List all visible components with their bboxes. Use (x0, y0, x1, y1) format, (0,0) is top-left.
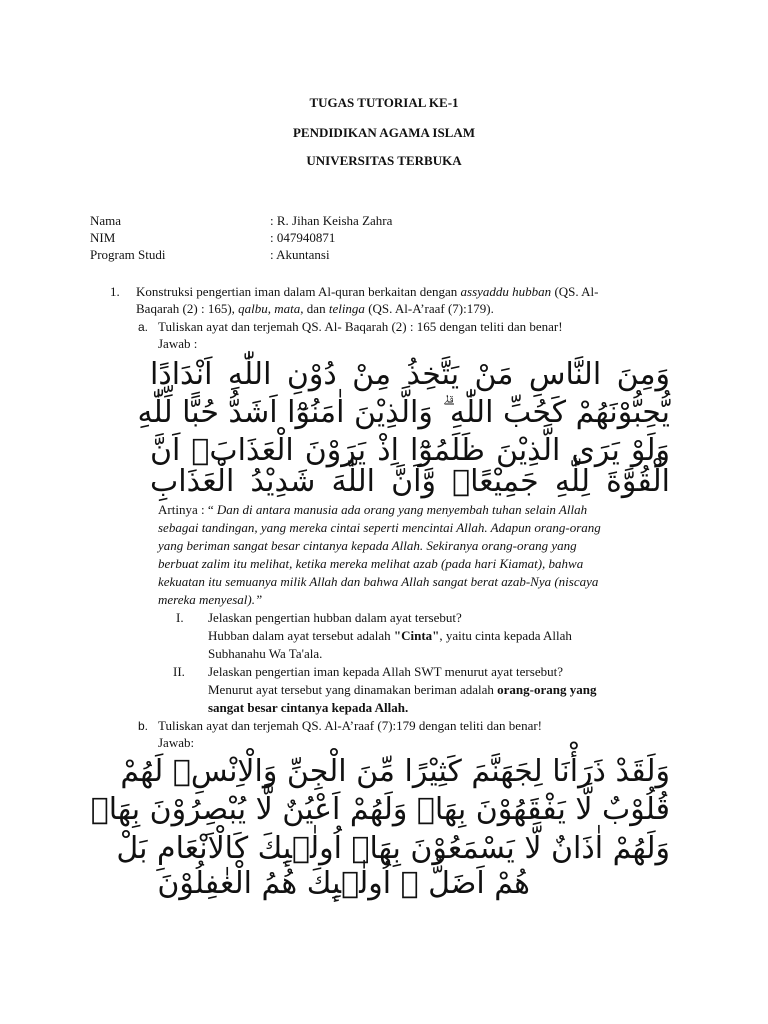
translation-line: mereka menyesal).” (158, 592, 263, 607)
arabic-verse-line: وَلَقَدْ ذَرَأْنَا لِجَهَنَّمَ كَثِيْرًا مِّنَ الْجِنِّ وَالْاِنْسِۖ لَهُمْ (120, 754, 670, 789)
sub-question-marker: a. (138, 320, 149, 334)
sub-question-b-prompt: Tuliskan ayat dan terjemah QS. Al-A’raaf (7):179 dengan teliti dan benar! (158, 718, 542, 733)
roman-marker: II. (173, 664, 185, 679)
sub-question-a-prompt: Tuliskan ayat dan terjemah QS. Al- Baqarah (2) : 165 dengan teliti dan benar! (158, 319, 563, 334)
arabic-verse-line: وَمِنَ النَّاسِ مَنْ يَتَّخِذُ مِنْ دُوْنِ اللّٰهِ اَنْدَادًا (150, 357, 670, 392)
translation-line: sebagai tandingan, yang mereka cintai seperti mencintai Allah. Adapun orang-orang (158, 520, 601, 535)
question-1-line-1: Konstruksi pengertian iman dalam Al-quran berkaitan dengan assyaddu hubban (QS. Al- (136, 284, 599, 299)
question-number: 1. (110, 284, 120, 299)
arabic-verse-line: هُمْ اَضَلُّ ۗ اُولٰۤىِٕكَ هُمُ الْغٰفِلُوْنَ (157, 866, 530, 901)
translation-line: berbuat zalim itu melihat, ketika mereka melihat azab (pada hari Kiamat), bahwa (158, 556, 584, 571)
translation-line: kekuatan itu semuanya milik Allah dan bahwa Allah sangat berat azab-Nya (niscaya (158, 574, 599, 589)
arabic-verse-line: يُّحِبُّوْنَهُمْ كَحُبِّ اللّٰهِ ۗ وَالَّذِيْنَ اٰمَنُوْٓا اَشَدُّ حُبًّا لِّلّٰهِ (137, 395, 670, 430)
sub-question-marker: b. (138, 719, 149, 733)
identity-label: Nama (90, 213, 122, 228)
answer-ii-line-2: sangat besar cintanya kepada Allah. (208, 700, 409, 715)
answer-i-line-1: Hubban dalam ayat tersebut adalah "Cinta", yaitu cinta kepada Allah (208, 628, 572, 643)
roman-marker: I. (176, 610, 184, 625)
answer-ii-line-1: Menurut ayat tersebut yang dinamakan beriman adalah orang-orang yang (208, 682, 597, 697)
sub-question-ii: Jelaskan pengertian iman kepada Allah SWT menurut ayat tersebut? (208, 664, 563, 679)
identity-label: Program Studi (90, 247, 166, 262)
identity-label: NIM (90, 230, 116, 245)
arabic-verse-line: الْقُوَّةَ لِلّٰهِ جَمِيْعًاۙ وَّاَنَّ اللّٰهَ شَدِيْدُ الْعَذَابِ (150, 464, 670, 499)
jawab-label: Jawab : (158, 336, 198, 351)
translation-line: yang beriman sangat besar cintanya kepada Allah. Sekiranya orang-orang yang (158, 538, 577, 553)
jawab-label: Jawab: (158, 735, 195, 750)
arabic-verse-line: وَلَهُمْ اٰذَانٌ لَّا يَسْمَعُوْنَ بِهَاۗ اُولٰۤىِٕكَ كَالْاَنْعَامِ بَلْ (116, 831, 670, 866)
title-university: UNIVERSITAS TERBUKA (306, 153, 462, 168)
title-tugas-tutorial: TUGAS TUTORIAL KE-1 (309, 95, 459, 110)
identity-value: : Akuntansi (270, 247, 330, 262)
identity-value: : 047940871 (270, 230, 336, 245)
arabic-verse-line: قُلُوْبٌ لَّا يَفْقَهُوْنَ بِهَاۖ وَلَهُمْ اَعْيُنٌ لَّا يُبْصِرُوْنَ بِهَاۖ (90, 792, 670, 827)
arabic-verse-line: وَلَوْ يَرَى الَّذِيْنَ ظَلَمُوْٓا اِذْ يَرَوْنَ الْعَذَابَۙ اَنَّ (150, 433, 670, 468)
answer-i-line-2: Subhanahu Wa Ta'ala. (208, 646, 323, 661)
question-1-line-2: Baqarah (2) : 165), qalbu, mata, dan telinga (QS. Al-A’raaf (7):179). (136, 301, 494, 316)
identity-value: : R. Jihan Keisha Zahra (270, 213, 393, 228)
title-subject: PENDIDIKAN AGAMA ISLAM (292, 125, 475, 140)
translation-line: Artinya : “ Dan di antara manusia ada orang yang menyembah tuhan selain Allah (158, 502, 588, 517)
sub-question-i: Jelaskan pengertian hubban dalam ayat tersebut? (208, 610, 462, 625)
